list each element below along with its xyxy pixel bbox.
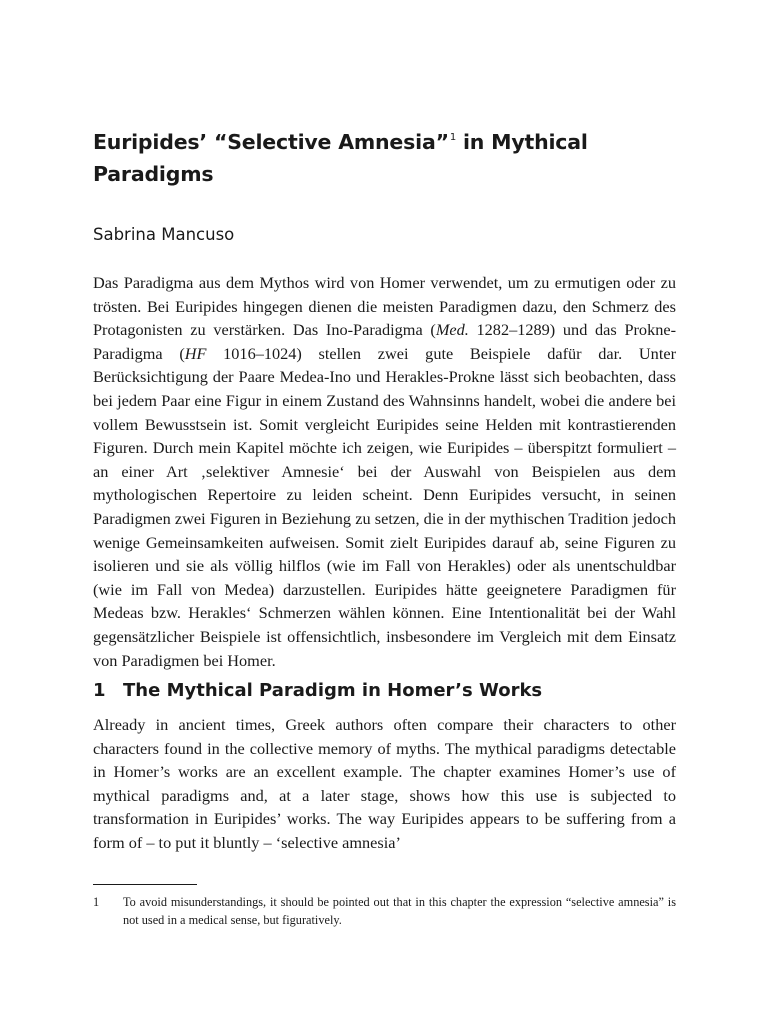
abstract-text-1: Das Paradigma aus dem Mythos wird von Homer verwendet, um zu ermutigen oder zu trösten. Bei Euripides hingegen dienen die meisten Paradigmen dazu, den Schmerz des Protagonisten zu verstärken. Das Ino-Paradigma ( <box>93 273 676 340</box>
footnote-text: To avoid misunderstandings, it should be pointed out that in this chapter the expression “selective amnesia” is not used in a medical sense, but figuratively. <box>123 895 676 927</box>
section-heading <box>93 677 542 705</box>
chapter-title-rest: in Mythical Paradigms <box>93 130 588 186</box>
abstract-text-3: 1016–1024) stellen zwei gute Beispiele dafür dar. Unter Berücksichtigung der Paare Medea-Ino und Herakles-Prokne lässt sich beobachten, dass bei jedem Paar eine Figur in einem Zustand des Wahnsinns handelt, wobei die andere bei vollem Bewusstsein ist. Somit vergleicht Euripides seine Helden mit kontrastierenden Figuren. Durch mein Kapitel möchte ich zeigen, wie Euripides – überspitzt formuliert – an einer Art ‚selektiver Amnesie‘ bei der Auswahl von Beispielen aus dem mythologischen Repertoire zu leiden scheint. Denn Euripides versucht, in seinen Paradigmen zwei Figuren in Beziehung zu setzen, die in der mythischen Tradition jedoch wenige Gemeinsamkeiten aufweisen. Somit zielt Euripides darauf ab, seine Figuren zu isolieren und sie als völlig hilflos (wie im Fall von Herakles) oder als unentschuldbar (wie im Fall von Medea) darzustellen. Euripides hätte geeignetere Paradigmen für Medeas bzw. Herakles‘ Schmerzen wählen können. Eine Intentionalität bei der Wahl gegensätzlicher Beispiele ist offensichtlich, insbesondere im Vergleich mit dem Einsatz von Paradigmen bei Homer. <box>93 343 676 670</box>
footnote-divider <box>93 884 197 885</box>
author-name: Sabrina Mancuso <box>93 225 235 244</box>
section-title: The Mythical Paradigm in Homer’s Works <box>123 680 543 701</box>
abstract-paragraph <box>93 271 676 672</box>
footnote <box>93 893 676 929</box>
footnote-number: 1 <box>93 895 100 909</box>
section-paragraph: Already in ancient times, Greek authors often compare their characters to other characters found in the collective memory of myths. The mythical paradigms detectable in Homer’s works are an excellent example. The chapter examines Homer’s use of mythical paradigms and, at a later stage, shows how this use is subjected to transformation in Euripides’ works. The way Euripides appears to be suffering from a form of – to put it bluntly – ‘selective amnesia’ <box>93 715 676 852</box>
abstract-text-2: 1282–1289) und das Prokne-Paradigma ( <box>93 320 677 363</box>
abstract-citation-med: Med. <box>435 320 469 340</box>
abstract-citation-hf: HF <box>184 343 207 363</box>
chapter-title-main: Euripides’ “Selective Amnesia” <box>93 130 449 154</box>
footnote-reference[interactable]: 1 <box>449 132 457 143</box>
chapter-title <box>93 122 693 190</box>
section-number: 1 <box>93 680 106 701</box>
